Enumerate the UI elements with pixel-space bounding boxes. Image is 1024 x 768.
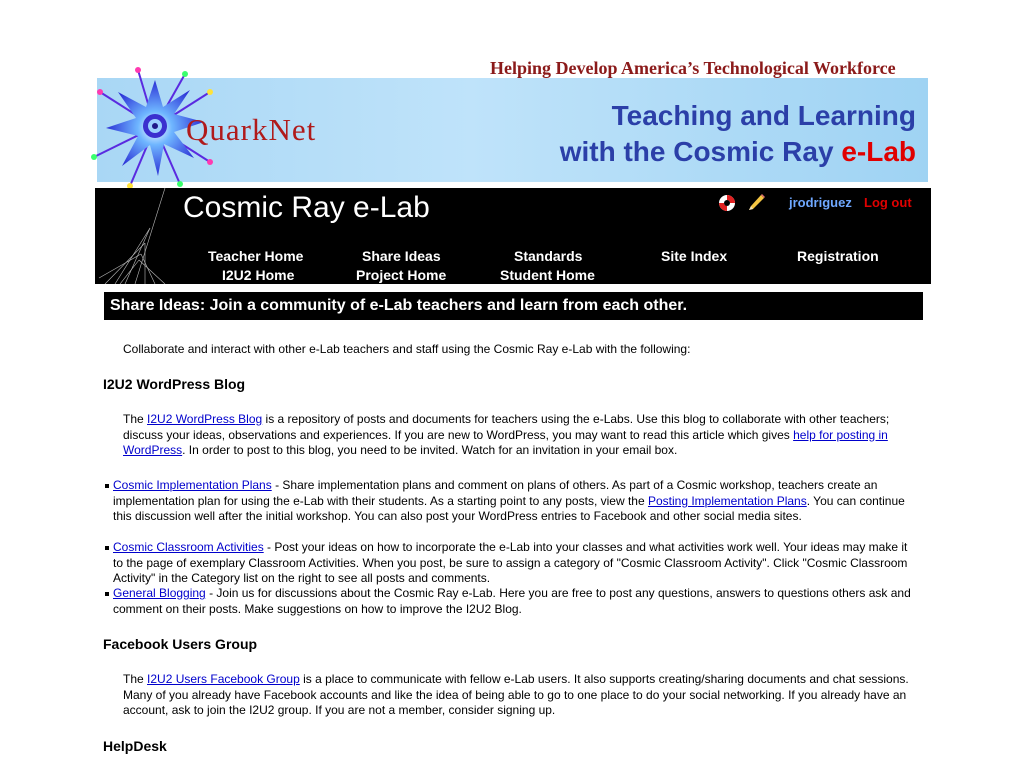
help-lifebuoy-icon[interactable]: [718, 194, 736, 212]
nav-project-home[interactable]: Project Home: [356, 267, 447, 283]
bullet-marker: [105, 592, 109, 596]
facebook-paragraph: The I2U2 Users Facebook Group is a place to communicate with fellow e-Lab users. It also supports creating/sharing documents and chat sessions. Many of you already have Facebook accounts and like the idea of being able to go to one place to do your social networking. If you already have an account, ask to join the I2U2 group. If you are not a member, consider signing up.: [123, 672, 909, 717]
nav-student-home[interactable]: Student Home: [500, 267, 595, 283]
list-item-implementation-plans: Cosmic Implementation Plans - Share implementation plans and comment on plans of others. As part of a Cosmic workshop, teachers create an implementation plan for using the e-Lab with their students. As a starting point to any posts, view the Posting Implementation Plans. You can continue this discussion well after the initial workshop. You can also post your WordPress entries to Facebook and other social media sites.: [113, 478, 905, 523]
list-item-classroom-activities: Cosmic Classroom Activities - Post your ideas on how to incorporate the e-Lab into your classes and what activities work well. Your ideas may make it to the page of exemplary Classroom Activities. When you post, be sure to assign a category of "Cosmic Classroom Activity". Click "Cosmic Classroom Activity" in the Category list on the right to see all posts and comments.: [113, 540, 908, 585]
headline-line-1: Teaching and Learning: [611, 100, 916, 131]
user-name: jrodriguez: [789, 195, 852, 210]
section-title: Share Ideas: Join a community of e-Lab teachers and learn from each other.: [110, 297, 688, 314]
nav-standards[interactable]: Standards: [514, 248, 583, 264]
headline-line-2: [560, 136, 916, 168]
cosmic-classroom-activities-link[interactable]: Cosmic Classroom Activities: [113, 540, 264, 554]
nav-share-ideas[interactable]: Share Ideas: [362, 248, 441, 264]
logout-link[interactable]: Log out: [864, 195, 912, 210]
headline-accent: e-Lab: [841, 136, 916, 167]
facebook-heading: Facebook Users Group: [103, 636, 258, 652]
particle-shower-icon: [95, 188, 185, 284]
headline-prefix: with the Cosmic Ray: [559, 136, 842, 167]
i2u2-users-facebook-group-link[interactable]: I2U2 Users Facebook Group: [147, 672, 300, 686]
tagline: Helping Develop America’s Technological Workforce: [490, 58, 896, 78]
site-title[interactable]: Cosmic Ray e-Lab: [183, 191, 430, 224]
nav-site-index[interactable]: Site Index: [661, 248, 728, 264]
pencil-icon[interactable]: [745, 192, 767, 214]
wordpress-heading: I2U2 WordPress Blog: [103, 376, 246, 392]
general-blogging-link[interactable]: General Blogging: [113, 586, 206, 600]
help-posting-wordpress-link[interactable]: help for posting in WordPress: [123, 427, 888, 457]
nav-i2u2-home[interactable]: I2U2 Home: [222, 267, 295, 283]
nav-registration[interactable]: Registration: [797, 248, 879, 264]
cosmic-implementation-plans-link[interactable]: Cosmic Implementation Plans: [113, 478, 272, 492]
quarknet-logo-text: QuarkNet: [186, 112, 317, 147]
i2u2-wordpress-blog-link[interactable]: I2U2 WordPress Blog: [147, 412, 263, 426]
list-item-general-blogging: General Blogging - Join us for discussions about the Cosmic Ray e-Lab. Here you are free to post any questions, answers to questions others ask and comment on their posts. Make suggestions on how to improve the I2U2 Blog.: [113, 586, 911, 616]
nav-teacher-home[interactable]: Teacher Home: [208, 248, 304, 264]
posting-implementation-plans-link[interactable]: Posting Implementation Plans: [647, 493, 807, 508]
helpdesk-heading: HelpDesk: [103, 738, 167, 754]
bullet-marker: [105, 484, 109, 488]
bullet-marker: [105, 546, 109, 550]
wordpress-paragraph: The I2U2 WordPress Blog is a repository of posts and documents for teachers using the e-Labs. Use this blog to collaborate with other teachers; discuss your ideas, observations and experiences. If you are new to WordPress, you may want to read this article which gives help for posting in WordPress. In order to post to this blog, you need to be invited. Watch for an invitation in your email box.: [123, 412, 890, 457]
intro-text: Collaborate and interact with other e-Lab teachers and staff using the Cosmic Ray e-Lab with the following:: [123, 342, 691, 356]
